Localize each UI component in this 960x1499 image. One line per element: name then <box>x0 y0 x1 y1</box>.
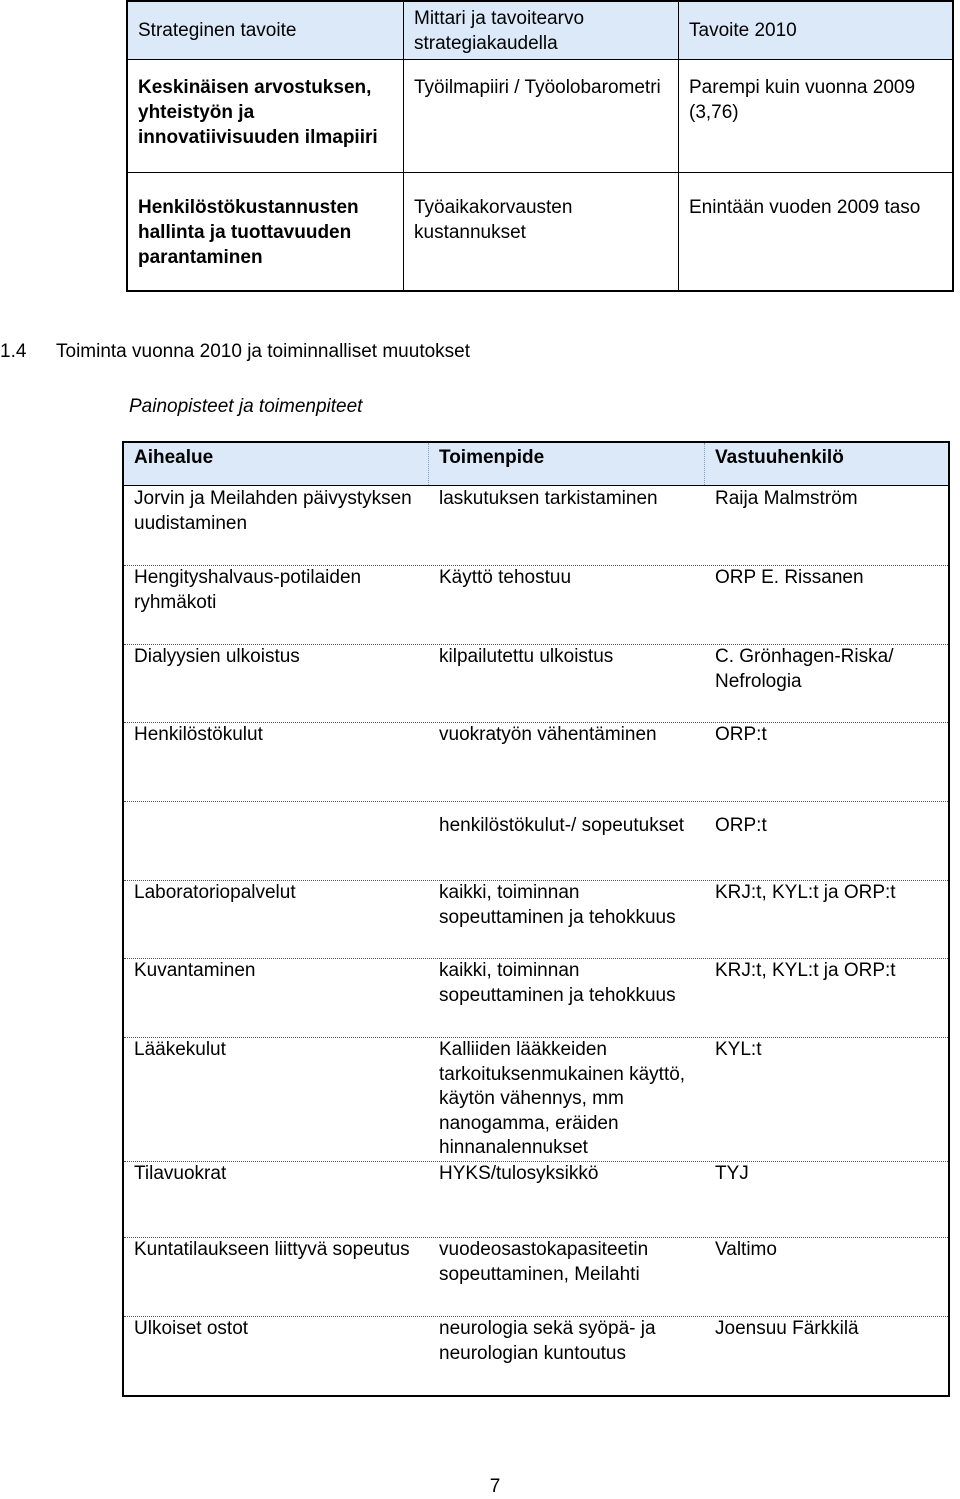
table-row <box>124 880 948 959</box>
area-cell: Kuvantaminen <box>134 960 256 981</box>
header-cell: Aihealue <box>124 443 429 485</box>
actions-table-header <box>124 443 948 486</box>
owner-cell: Joensuu Färkkilä <box>715 1318 859 1339</box>
goals-table-header <box>128 2 952 60</box>
table-row <box>124 1237 948 1317</box>
area-cell: Dialyysien ulkoistus <box>134 646 300 667</box>
target-cell: Enintään vuoden 2009 taso <box>689 197 921 218</box>
table-row <box>124 644 948 723</box>
owner-cell: Raija Malmström <box>715 488 858 509</box>
area-cell: Hengityshalvaus-potilaiden ryhmäkoti <box>134 567 362 613</box>
goals-table <box>126 0 954 292</box>
metric-cell: Työaikakorvausten kustannukset <box>404 173 679 292</box>
table-row <box>124 1316 948 1396</box>
header-cell: Tavoite 2010 <box>689 20 797 41</box>
action-cell: Käyttö tehostuu <box>439 567 572 588</box>
area-cell: Jorvin ja Meilahden päivystyksen uudistaminen <box>134 488 412 534</box>
section-title: Toiminta vuonna 2010 ja toiminnalliset muutokset <box>56 341 471 362</box>
goal-cell: Henkilöstökustannusten hallinta ja tuottavuuden parantaminen <box>128 173 404 292</box>
owner-cell: ORP:t <box>715 724 767 745</box>
owner-cell: C. Grönhagen-Riska/ Nefrologia <box>715 646 894 692</box>
table-row <box>124 486 948 566</box>
header-cell: Vastuuhenkilö <box>715 447 844 468</box>
area-cell: Laboratoriopalvelut <box>134 882 296 903</box>
table-row <box>124 801 948 881</box>
owner-cell: KRJ:t, KYL:t ja ORP:t <box>715 960 896 981</box>
header-cell: Mittari ja tavoitearvo strategiakaudella <box>404 2 679 59</box>
owner-cell: TYJ <box>715 1163 749 1184</box>
area-cell: Kuntatilaukseen liittyvä sopeutus <box>134 1239 410 1260</box>
page-number: 7 <box>489 1476 501 1497</box>
action-cell: kaikki, toiminnan sopeuttaminen ja tehokkuus <box>439 882 676 928</box>
action-cell: henkilöstökulut-/ sopeutukset <box>439 815 685 836</box>
table-row <box>124 1037 948 1162</box>
area-cell: Ulkoiset ostot <box>134 1318 249 1339</box>
table-row <box>124 958 948 1038</box>
action-cell: laskutuksen tarkistaminen <box>439 488 658 509</box>
area-cell <box>124 801 429 880</box>
section-number: 1.4 <box>0 341 27 362</box>
target-cell: Parempi kuin vuonna 2009 (3,76) <box>689 77 916 123</box>
owner-cell: ORP E. Rissanen <box>715 567 864 588</box>
table-row <box>128 173 952 292</box>
actions-table <box>122 441 950 1397</box>
owner-cell: ORP:t <box>715 815 767 836</box>
action-cell: kaikki, toiminnan sopeuttaminen ja tehokkuus <box>439 960 676 1006</box>
sub-heading: Painopisteet ja toimenpiteet <box>129 396 363 417</box>
table-row <box>128 60 952 173</box>
action-cell: vuokratyön vähentäminen <box>439 724 657 745</box>
metric-cell: Työilmapiiri / Työolobarometri <box>404 60 679 172</box>
action-cell: HYKS/tulosyksikkö <box>439 1163 599 1184</box>
section-heading <box>0 339 470 365</box>
area-cell: Henkilöstökulut <box>134 724 263 745</box>
area-cell: Tilavuokrat <box>134 1163 227 1184</box>
header-cell: Toimenpide <box>429 443 705 485</box>
table-row <box>124 565 948 645</box>
owner-cell: Valtimo <box>715 1239 777 1260</box>
area-cell: Lääkekulut <box>134 1039 226 1060</box>
action-cell: neurologia sekä syöpä- ja neurologian kuntoutus <box>439 1318 656 1364</box>
table-row <box>124 1161 948 1238</box>
action-cell: kilpailutettu ulkoistus <box>439 646 614 667</box>
owner-cell: KRJ:t, KYL:t ja ORP:t <box>715 882 896 903</box>
table-row <box>124 722 948 802</box>
action-cell: Kalliiden lääkkeiden tarkoituksenmukainen käyttö, käytön vähennys, mm nanogamma, eräiden hinnanalennukset <box>439 1039 686 1158</box>
header-cell: Strateginen tavoite <box>128 2 404 59</box>
action-cell: vuodeosastokapasiteetin sopeuttaminen, Meilahti <box>439 1239 649 1285</box>
owner-cell: KYL:t <box>715 1039 762 1060</box>
goal-cell: Keskinäisen arvostuksen, yhteistyön ja innovatiivisuuden ilmapiiri <box>128 60 404 172</box>
